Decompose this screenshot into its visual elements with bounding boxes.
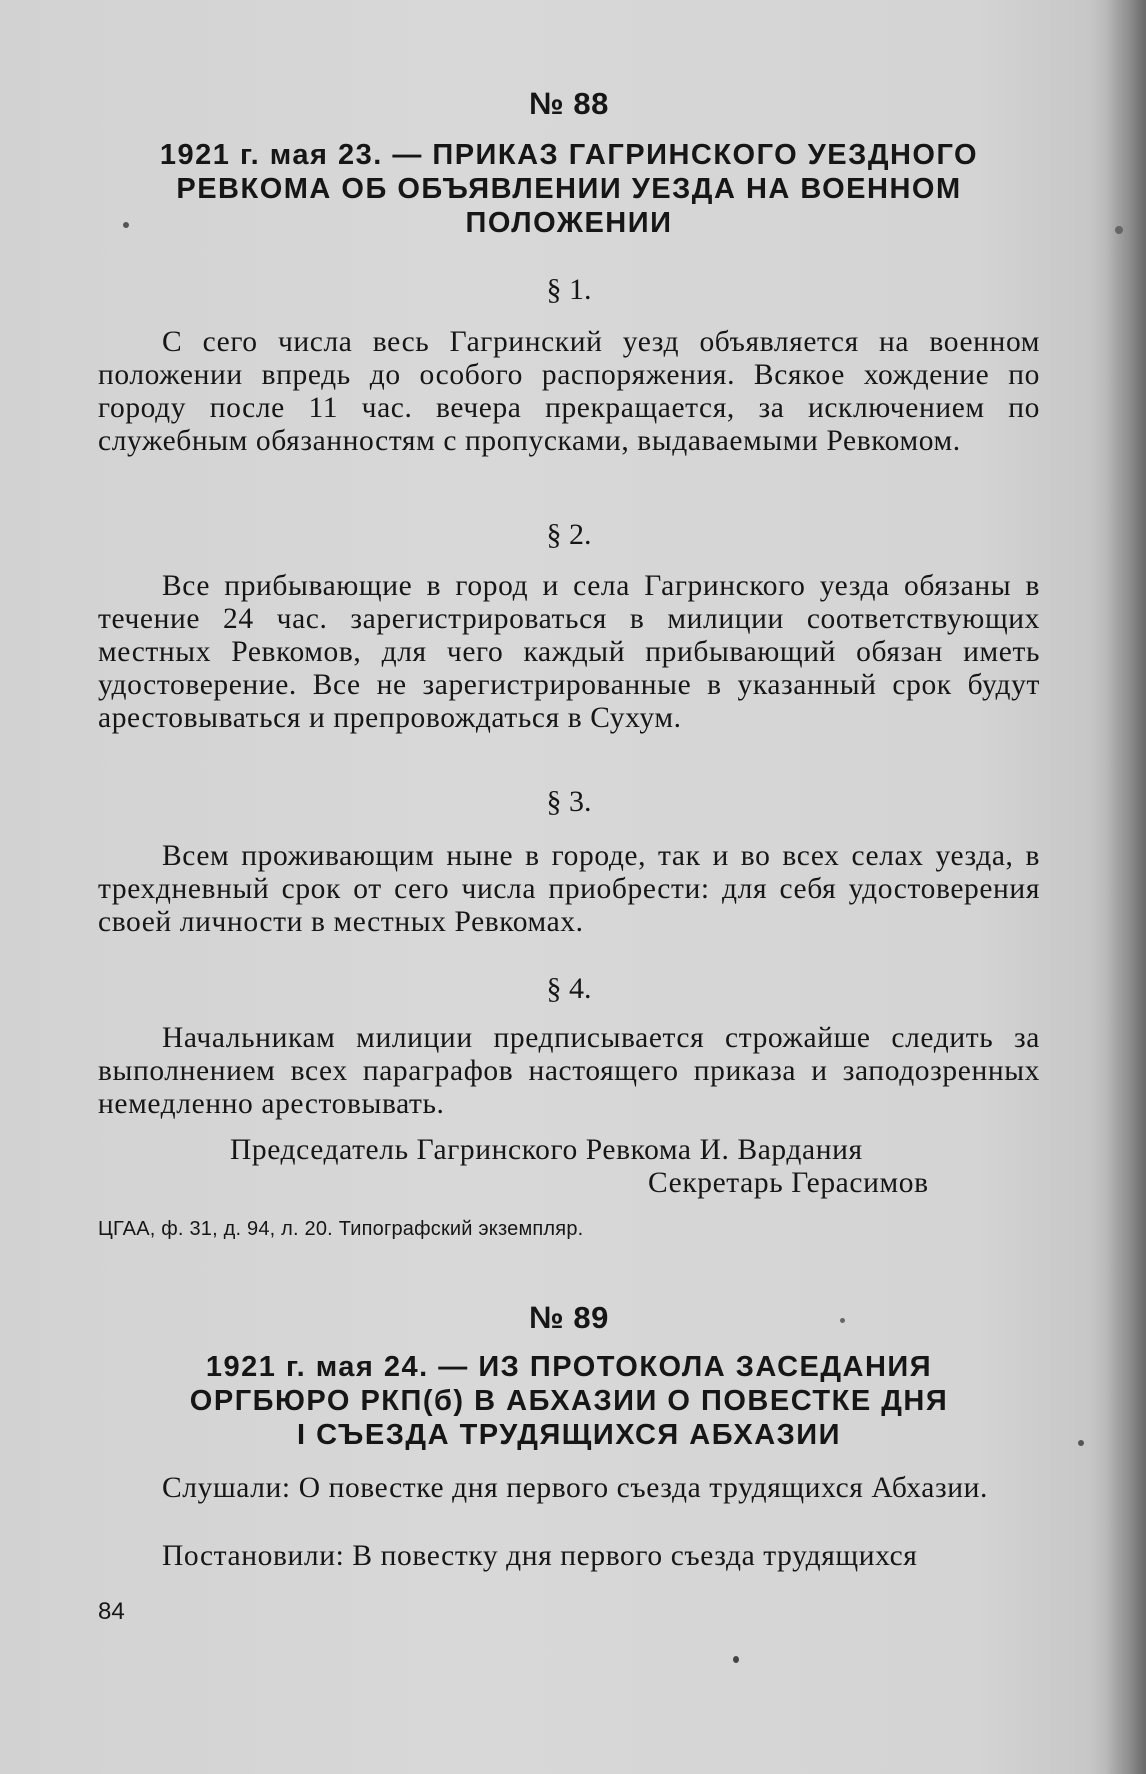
doc-89-paragraph-2: Постановили: В повестку дня первого съезда трудящихся [162, 1540, 918, 1572]
section-4-text: Начальникам милиции предписывается строжайше следить за выполнением всех параграфов настоящего приказа и заподозренных немедленно арестовывать. [98, 1022, 1040, 1120]
print-speck [1115, 226, 1123, 234]
doc-88-number: № 88 [529, 86, 609, 121]
section-2-mark: § 2. [546, 518, 592, 551]
print-speck [733, 1656, 739, 1663]
print-speck [840, 1318, 845, 1323]
doc-88-title-line-2: РЕВКОМА ОБ ОБЪЯВЛЕНИИ УЕЗДА НА ВОЕННОМ [176, 173, 962, 205]
doc-88-title-line-1: 1921 г. мая 23. — ПРИКАЗ ГАГРИНСКОГО УЕЗДНОГО [159, 139, 979, 171]
doc-88-title-line-3: ПОЛОЖЕНИИ [465, 207, 673, 239]
doc-89-title-line-2: ОРГБЮРО РКП(б) В АБХАЗИИ О ПОВЕСТКЕ ДНЯ [189, 1385, 949, 1417]
doc-88-title [98, 138, 1040, 240]
doc-89-paragraph-1: Слушали: О повестке дня первого съезда трудящихся Абхазии. [162, 1472, 988, 1504]
doc-89-number: № 89 [529, 1300, 609, 1335]
print-speck [123, 222, 129, 228]
doc-89-title-line-1: 1921 г. мая 24. — ИЗ ПРОТОКОЛА ЗАСЕДАНИЯ [205, 1351, 933, 1383]
section-2-text: Все прибывающие в город и села Гагринского уезда обязаны в течение 24 час. зарегистрироваться в милиции соответствующих местных Ревкомов, для чего каждый прибывающий обязан иметь удостоверение. Все не зарегистрированные в указанный срок будут арестовываться и препровождаться в Сухум. [98, 570, 1040, 734]
doc-89-title [98, 1350, 1040, 1452]
page-gutter-shadow [1106, 0, 1146, 1774]
signature-chairman: Председатель Гагринского Ревкома И. Вардания [230, 1134, 863, 1166]
signature-secretary: Секретарь Герасимов [648, 1167, 929, 1199]
section-3-mark: § 3. [546, 785, 592, 818]
page-number: 84 [98, 1598, 125, 1625]
section-3-text: Всем проживающим ныне в городе, так и во всех селах уезда, в трехдневный срок от сего числа приобрести: для себя удостоверения своей личности в местных Ревкомах. [98, 840, 1040, 938]
archive-note: ЦГАА, ф. 31, д. 94, л. 20. Типографский экземпляр. [98, 1218, 584, 1240]
section-1-mark: § 1. [546, 273, 592, 306]
section-1-text: С сего числа весь Гагринский уезд объявляется на военном положении впредь до особого распоряжения. Всякое хождение по городу после 11 час. вечера прекращается, за исключением по служебным обязанностям с пропусками, выдаваемыми Ревкомом. [98, 326, 1040, 457]
section-4-mark: § 4. [546, 972, 592, 1005]
doc-89-title-line-3: I СЪЕЗДА ТРУДЯЩИХСЯ АБХАЗИИ [297, 1419, 841, 1451]
print-speck [1078, 1440, 1084, 1446]
